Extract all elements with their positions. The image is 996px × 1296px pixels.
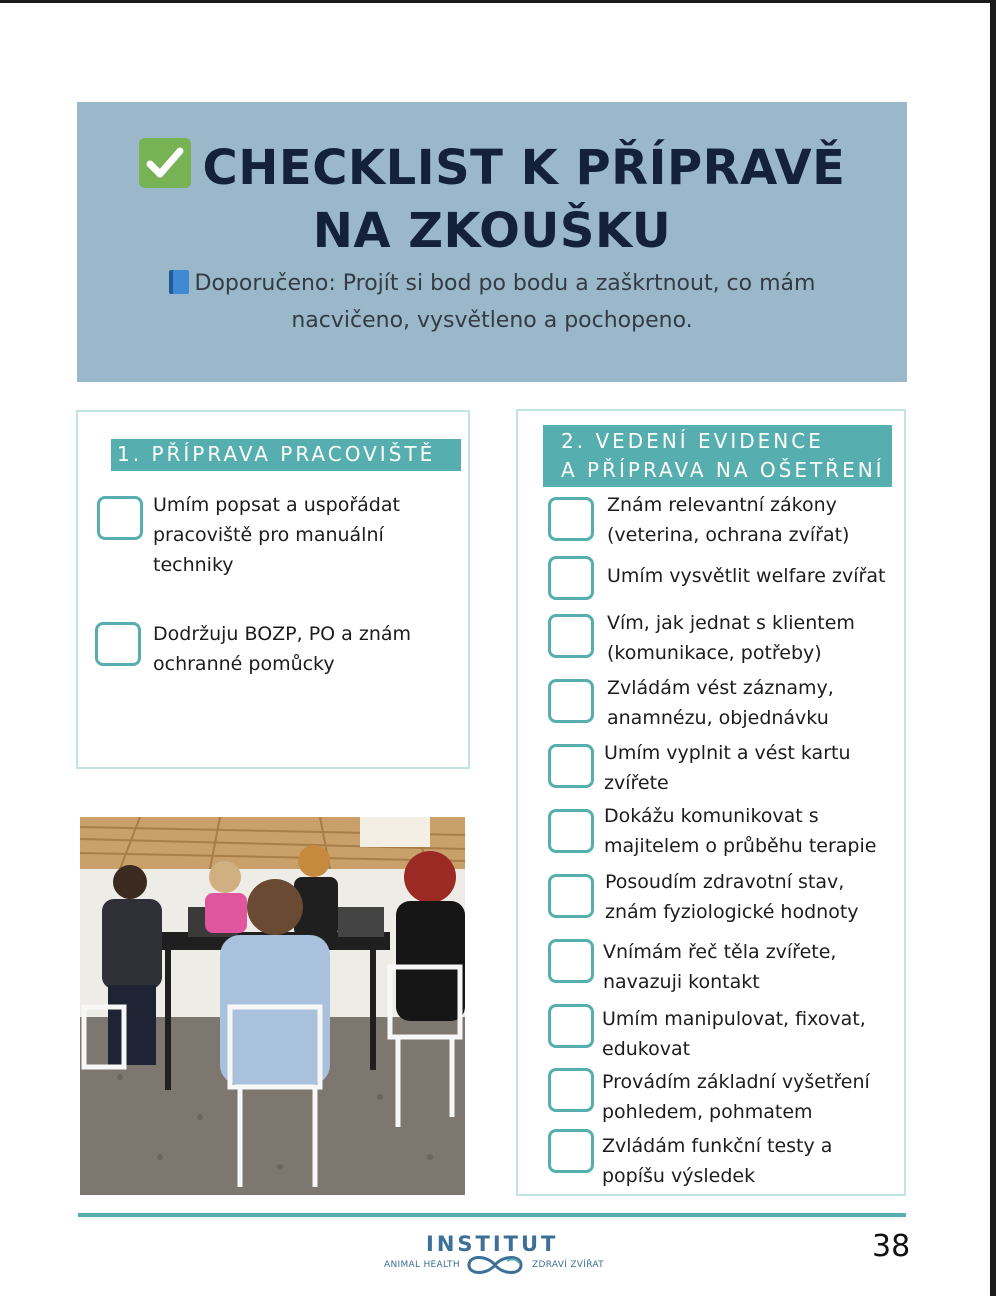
item-s2-6-line-2: majitelem o průběhu terapie — [604, 835, 877, 857]
item-s2-7-line-1: Posoudím zdravotní stav, — [605, 871, 845, 893]
item-s2-9-line-1: Umím manipulovat, fixovat, — [602, 1008, 866, 1030]
item-s2-10-line-2: pohledem, pohmatem — [602, 1101, 813, 1123]
item-s2-8-line-1: Vnímám řeč těla zvířete, — [603, 941, 837, 963]
item-s2-6 — [604, 801, 876, 861]
item-s1-1-line-3: techniky — [153, 554, 234, 576]
page-number: 38 — [872, 1229, 911, 1264]
item-s2-7-line-2: znám fyziologické hodnoty — [605, 901, 859, 923]
item-s2-10-line-1: Provádím základní vyšetření — [602, 1071, 870, 1093]
item-s1-1-line-1: Umím popsat a uspořádat — [153, 494, 400, 516]
item-s2-2-line-1: Umím vysvětlit welfare zvířat — [607, 565, 886, 587]
item-s2-4-line-1: Zvládám vést záznamy, — [607, 677, 834, 699]
item-s2-10 — [602, 1067, 870, 1127]
checkbox-s2-4[interactable] — [548, 679, 594, 723]
page-title-line-2: NA ZKOUŠKU — [312, 203, 672, 259]
check-mark-button-icon — [139, 138, 191, 188]
item-s2-3 — [607, 608, 855, 668]
item-s2-4 — [607, 673, 834, 733]
item-s2-8 — [603, 937, 836, 997]
checkbox-s2-7[interactable] — [548, 874, 594, 918]
checkbox-s2-3[interactable] — [548, 614, 594, 658]
brand-name: INSTITUT — [426, 1232, 559, 1256]
item-s1-2-line-2: ochranné pomůcky — [153, 653, 335, 675]
classroom-photo — [80, 817, 465, 1195]
checkbox-s1-2[interactable] — [95, 622, 141, 666]
item-s2-2 — [607, 561, 885, 591]
page-title-line-1 — [77, 138, 907, 196]
item-s1-1 — [153, 490, 400, 580]
checkbox-s2-11[interactable] — [548, 1129, 594, 1173]
subtitle-text-1: Doporučeno: Projít si bod po bodu a zaškrtnout, co mám — [194, 271, 816, 296]
subtitle-line-2: nacvičeno, vysvětleno a pochopeno. — [291, 308, 693, 333]
brand-subtitle-right: ZDRAVÍ ZVÍŘAT — [532, 1260, 604, 1270]
section-1-title: 1. PŘÍPRAVA PRACOVIŠTĚ — [111, 439, 461, 471]
item-s2-5-line-2: zvířete — [604, 772, 669, 794]
item-s2-5-line-1: Umím vyplnit a vést kartu — [604, 742, 851, 764]
item-s2-1-line-1: Znám relevantní zákony — [607, 494, 837, 516]
section-2-title — [543, 425, 892, 487]
item-s2-11-line-2: popíšu výsledek — [602, 1165, 756, 1187]
item-s2-3-line-2: (komunikace, potřeby) — [607, 642, 822, 664]
item-s1-2 — [153, 619, 411, 679]
brand-subtitle-left: ANIMAL HEALTH — [384, 1260, 460, 1270]
item-s2-1 — [607, 490, 849, 550]
checkbox-s2-5[interactable] — [548, 744, 594, 788]
item-s2-4-line-2: anamnézu, objednávku — [607, 707, 829, 729]
item-s1-1-line-2: pracoviště pro manuální — [153, 524, 384, 546]
section-2-title-line-1: 2. VEDENÍ EVIDENCE — [561, 429, 824, 453]
checkbox-s2-8[interactable] — [548, 939, 594, 983]
item-s2-8-line-2: navazuji kontakt — [603, 971, 760, 993]
item-s2-1-line-2: (veterina, ochrana zvířat) — [607, 524, 850, 546]
checkbox-s2-9[interactable] — [548, 1004, 594, 1048]
item-s2-6-line-1: Dokážu komunikovat s — [604, 805, 819, 827]
page-frame-right — [990, 0, 996, 1296]
checkbox-s2-6[interactable] — [548, 809, 594, 853]
section-2-title-line-2: A PŘÍPRAVA NA OŠETŘENÍ — [561, 458, 885, 482]
footer-divider — [78, 1213, 906, 1217]
item-s2-5 — [604, 738, 851, 798]
infinity-logo-icon — [463, 1253, 527, 1282]
item-s2-9-line-2: edukovat — [602, 1038, 691, 1060]
checkbox-s2-10[interactable] — [548, 1068, 594, 1112]
header-banner — [77, 102, 907, 382]
checkbox-s2-2[interactable] — [548, 556, 594, 600]
checkbox-s1-1[interactable] — [97, 496, 143, 540]
item-s2-9 — [602, 1004, 866, 1064]
page-frame-top — [0, 0, 996, 3]
blue-book-icon — [169, 270, 189, 294]
item-s2-3-line-1: Vím, jak jednat s klientem — [607, 612, 855, 634]
checkbox-s2-1[interactable] — [548, 497, 594, 541]
item-s2-7 — [605, 867, 859, 927]
item-s2-11 — [602, 1131, 832, 1191]
item-s1-2-line-1: Dodržuju BOZP, PO a znám — [153, 623, 412, 645]
item-s2-11-line-1: Zvládám funkční testy a — [602, 1135, 833, 1157]
subtitle-line-1 — [77, 265, 907, 302]
title-text-1: CHECKLIST K PŘÍPRAVĚ — [202, 140, 846, 196]
